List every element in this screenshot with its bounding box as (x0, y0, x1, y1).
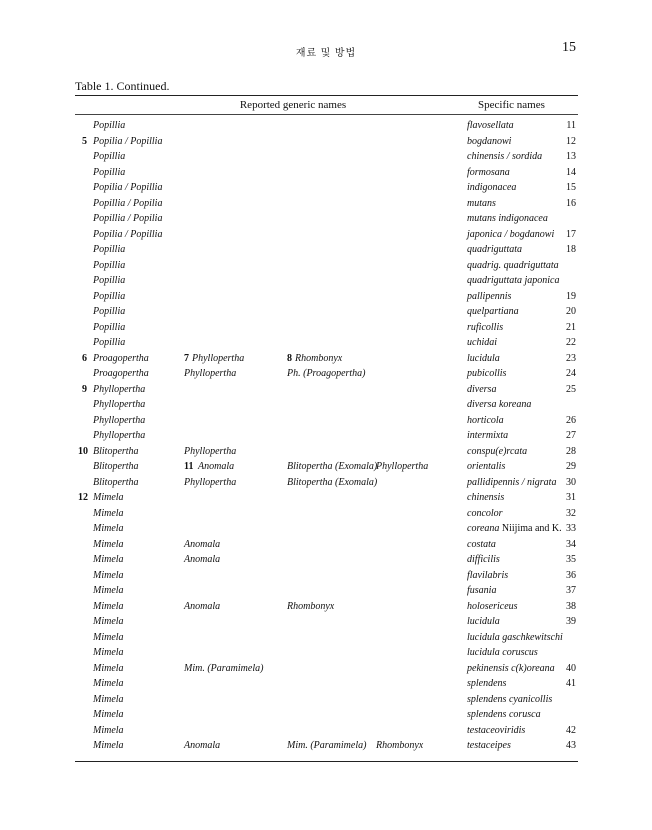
genus-name-primary: Popilia / Popillia (93, 182, 163, 193)
genus-name-primary: Popillia (93, 244, 126, 255)
specific-epithet: lucidula gaschkewitschi (467, 631, 563, 643)
genus-name-tertiary: Blitopertha (Exomala) (287, 476, 378, 488)
genus-name-primary: Popillia (93, 259, 126, 271)
table-row (0, 692, 652, 708)
specific-name (467, 196, 496, 212)
genus-name-primary: Blitopertha (93, 476, 139, 488)
specific-epithet: quadrig. quadriguttata (467, 259, 559, 271)
species-index: 28 (566, 445, 576, 457)
specific-name (467, 320, 503, 336)
specific-name (467, 583, 496, 599)
table-row (0, 273, 652, 289)
specific-epithet: chinensis (467, 492, 505, 503)
specific-name (467, 537, 496, 553)
species-index: 27 (566, 430, 576, 441)
table-row (0, 320, 652, 336)
specific-name (467, 273, 560, 289)
genus-name-primary: Mimela (93, 647, 124, 658)
genus-name-tertiary: Rhombonyx (287, 600, 335, 612)
table-row (0, 258, 652, 274)
specific-epithet: costata (467, 538, 496, 550)
specific-epithet: diversa (467, 383, 497, 395)
specific-name (467, 428, 508, 444)
specific-name (467, 692, 552, 708)
table-row (0, 707, 652, 723)
table-row (0, 149, 652, 165)
specific-epithet: lucidula (467, 352, 500, 364)
specific-name (467, 242, 522, 258)
table-row (0, 521, 652, 537)
genus-name-primary: Popillia / Popilia (93, 213, 163, 224)
table-row (0, 397, 652, 413)
table-row (0, 630, 652, 646)
table-row (0, 180, 652, 196)
genus-name-primary: Popilia / Popillia (93, 135, 163, 147)
specific-epithet: uchidai (467, 337, 497, 348)
specific-name (467, 506, 503, 522)
specific-name (467, 134, 511, 150)
table-row (0, 614, 652, 630)
species-index: 14 (566, 166, 576, 178)
specific-name (467, 568, 508, 584)
table-top-rule (75, 95, 578, 96)
table-row (0, 366, 652, 382)
specific-epithet: flavilabris (467, 569, 509, 581)
species-index: 35 (566, 554, 576, 565)
specific-name (467, 149, 542, 165)
specific-epithet: quadriguttata japonica (467, 275, 560, 286)
specific-name (467, 165, 510, 181)
genus-name-primary: Mimela (93, 709, 124, 720)
specific-name (467, 630, 563, 646)
species-index: 24 (566, 368, 576, 379)
genus-name-primary: Popillia (93, 321, 126, 333)
specific-name (467, 661, 555, 677)
species-index: 23 (566, 352, 576, 364)
specific-name (467, 289, 511, 305)
species-index: 33 (566, 523, 576, 534)
running-header: 재료 및 방법 (295, 48, 357, 59)
specific-epithet: coreana (467, 523, 500, 534)
species-index: 36 (566, 569, 576, 581)
specific-epithet: pubicollis (467, 368, 507, 379)
genus-name-secondary: Anomala (184, 600, 221, 612)
table-caption: Table 1. Continued. (75, 79, 170, 93)
table-body (0, 118, 652, 754)
specific-name (467, 118, 514, 134)
table-row (0, 428, 652, 444)
genus-name-primary: Mimela (93, 693, 124, 705)
species-index: 42 (566, 724, 576, 736)
species-index: 11 (566, 120, 576, 131)
genus-name-tertiary: Ph. (Proagopertha) (287, 368, 366, 379)
specific-epithet: ruficollis (467, 321, 504, 333)
specific-epithet: lucidula (467, 616, 500, 627)
genus-name-secondary: Mim. (Paramimela) (184, 662, 264, 674)
table-row (0, 227, 652, 243)
genus-name-tertiary: Mim. (Paramimela) (287, 740, 367, 751)
specific-name (467, 459, 505, 475)
specific-epithet: mutans (467, 197, 496, 209)
genus-group-number: 9 (82, 383, 87, 395)
specific-name (467, 614, 500, 630)
specific-name (467, 304, 519, 320)
specific-name (467, 397, 531, 413)
table-row (0, 599, 652, 615)
genus-name-primary: Mimela (93, 538, 124, 550)
species-index: 43 (566, 740, 576, 751)
genus-name-primary: Mimela (93, 678, 124, 689)
genus-name-primary: Mimela (93, 569, 124, 581)
genus-name-primary: Mimela (93, 662, 124, 674)
table-bottom-rule (75, 761, 578, 762)
specific-name (467, 382, 496, 398)
specific-name (467, 211, 548, 227)
specific-epithet: orientalis (467, 461, 506, 472)
species-index: 22 (566, 337, 576, 348)
specific-author: Niijima and K. (499, 523, 562, 534)
table-row (0, 645, 652, 661)
genus-name-primary: Proagopertha (93, 368, 149, 379)
species-index: 31 (566, 492, 576, 503)
specific-epithet: bogdanowi (467, 135, 512, 147)
column-header-specific: Specific names (478, 99, 545, 111)
genus-name-primary: Mimela (93, 631, 124, 643)
species-index: 18 (566, 244, 576, 255)
genus-name-primary: Popillia / Popilia (93, 197, 163, 209)
genus-group-number: 7 (184, 352, 189, 364)
specific-epithet: intermixta (467, 430, 509, 441)
table-row (0, 723, 652, 739)
species-index: 16 (566, 197, 576, 209)
specific-name (467, 490, 504, 506)
genus-name-primary: Popilia / Popillia (93, 228, 163, 240)
genus-name-primary: Popillia (93, 120, 126, 131)
specific-epithet: pekinensis c(k)oreana (467, 662, 555, 674)
species-index: 32 (566, 507, 576, 519)
species-index: 19 (566, 290, 576, 302)
table-row (0, 490, 652, 506)
specific-epithet: formosana (467, 166, 510, 178)
species-index: 30 (566, 476, 576, 488)
specific-epithet: pallipennis (467, 290, 512, 302)
page-number: 15 (562, 40, 576, 55)
genus-name-primary: Mimela (93, 740, 124, 751)
genus-name-primary: Blitopertha (93, 445, 139, 457)
species-index: 21 (566, 321, 576, 333)
genus-name-primary: Mimela (93, 724, 124, 736)
table-row (0, 568, 652, 584)
genus-name-primary: Popillia (93, 290, 126, 302)
species-index: 15 (566, 182, 576, 193)
specific-name (467, 335, 497, 351)
table-row (0, 351, 652, 367)
table-row (0, 661, 652, 677)
genus-name-primary: Popillia (93, 337, 126, 348)
genus-name-primary: Mimela (93, 585, 124, 596)
specific-epithet: horticola (467, 414, 504, 426)
genus-name-primary: Popillia (93, 166, 126, 178)
genus-name-primary: Mimela (93, 600, 124, 612)
table-header-rule (75, 114, 578, 115)
genus-name-quaternary: Phyllopertha (376, 461, 429, 472)
specific-name (467, 227, 554, 243)
specific-name (467, 645, 538, 661)
specific-name (467, 366, 506, 382)
table-row (0, 289, 652, 305)
species-index: 26 (566, 414, 576, 426)
column-header-generic: Reported generic names (239, 99, 347, 111)
specific-name (467, 599, 518, 615)
table-row (0, 242, 652, 258)
species-index: 39 (566, 616, 576, 627)
genus-name-secondary: Phyllopertha (184, 368, 237, 379)
table-row (0, 134, 652, 150)
species-index: 17 (566, 228, 576, 240)
genus-name-primary: Proagopertha (93, 352, 149, 364)
genus-name-secondary: Anomala (184, 554, 221, 565)
specific-epithet: japonica / bogdanowi (467, 228, 555, 240)
table-row (0, 475, 652, 491)
table-row (0, 304, 652, 320)
genus-name-secondary: Anomala (198, 461, 235, 472)
table-row (0, 335, 652, 351)
table-row (0, 506, 652, 522)
specific-epithet: mutans indigonacea (467, 213, 548, 224)
genus-name-primary: Mimela (93, 492, 124, 503)
species-index: 25 (566, 383, 576, 395)
specific-epithet: indigonacea (467, 182, 517, 193)
specific-epithet: splendens cyanicollis (467, 693, 553, 705)
specific-epithet: fusania (467, 585, 497, 596)
species-index: 12 (566, 135, 576, 147)
specific-name (467, 413, 504, 429)
table-row (0, 583, 652, 599)
table-row (0, 444, 652, 460)
genus-name-tertiary: Blitopertha (Exomala) (287, 461, 378, 472)
specific-epithet: holosericeus (467, 600, 518, 612)
specific-name (467, 723, 525, 739)
species-index: 29 (566, 461, 576, 472)
genus-group-number: 10 (78, 445, 88, 457)
genus-name-primary: Mimela (93, 616, 124, 627)
genus-name-primary: Phyllopertha (93, 383, 146, 395)
specific-name (467, 444, 527, 460)
specific-epithet: lucidula coruscus (467, 647, 538, 658)
specific-name (467, 521, 562, 537)
specific-epithet: pallidipennis / nigrata (467, 476, 557, 488)
table-row (0, 165, 652, 181)
species-index: 40 (566, 662, 576, 674)
table-row (0, 537, 652, 553)
table-row (0, 738, 652, 754)
genus-name-secondary: Phyllopertha (184, 476, 237, 488)
table-row (0, 196, 652, 212)
genus-name-primary: Mimela (93, 523, 124, 534)
specific-name (467, 676, 506, 692)
genus-name-primary: Blitopertha (93, 461, 139, 472)
specific-epithet: splendens (467, 678, 507, 689)
genus-name-primary: Mimela (93, 507, 124, 519)
genus-group-number: 5 (82, 135, 87, 147)
table-row (0, 413, 652, 429)
genus-name-secondary: Anomala (184, 538, 221, 550)
genus-name-secondary: Phyllopertha (192, 352, 245, 364)
specific-name (467, 475, 556, 491)
genus-name-secondary: Phyllopertha (184, 445, 237, 457)
genus-name-tertiary: Rhombonyx (295, 352, 343, 364)
genus-group-number: 6 (82, 352, 87, 364)
specific-epithet: testaceoviridis (467, 724, 526, 736)
species-index: 34 (566, 538, 576, 550)
specific-epithet: splendens corusca (467, 709, 541, 720)
table-row (0, 552, 652, 568)
specific-name (467, 707, 541, 723)
genus-group-number: 12 (78, 492, 88, 503)
specific-name (467, 180, 516, 196)
genus-name-primary: Phyllopertha (93, 430, 146, 441)
species-index: 20 (566, 306, 576, 317)
species-index: 37 (566, 585, 576, 596)
genus-name-primary: Popillia (93, 306, 126, 317)
table-row (0, 382, 652, 398)
genus-name-quaternary: Rhombonyx (376, 740, 424, 751)
specific-name (467, 552, 500, 568)
genus-group-number: 11 (184, 461, 194, 472)
specific-epithet: flavosellata (467, 120, 514, 131)
specific-name (467, 258, 559, 274)
specific-epithet: quadriguttata (467, 244, 523, 255)
genus-name-primary: Phyllopertha (93, 414, 146, 426)
genus-group-number: 8 (287, 352, 292, 364)
specific-epithet: testaceipes (467, 740, 511, 751)
specific-name (467, 351, 500, 367)
genus-name-primary: Popillia (93, 151, 126, 162)
species-index: 13 (566, 151, 576, 162)
specific-epithet: conspu(e)rcata (467, 445, 528, 457)
table-row (0, 118, 652, 134)
table-row (0, 211, 652, 227)
table-row (0, 676, 652, 692)
specific-epithet: concolor (467, 507, 503, 519)
genus-name-primary: Phyllopertha (93, 399, 146, 410)
specific-epithet: difficilis (467, 554, 500, 565)
table-row (0, 459, 652, 475)
genus-name-secondary: Anomala (184, 740, 221, 751)
species-index: 41 (566, 678, 576, 689)
specific-name (467, 738, 511, 754)
specific-epithet: chinensis / sordida (467, 151, 543, 162)
genus-name-primary: Popillia (93, 275, 126, 286)
specific-epithet: quelpartiana (467, 306, 519, 317)
species-index: 38 (566, 600, 576, 612)
genus-name-primary: Mimela (93, 554, 124, 565)
specific-epithet: diversa koreana (467, 399, 532, 410)
